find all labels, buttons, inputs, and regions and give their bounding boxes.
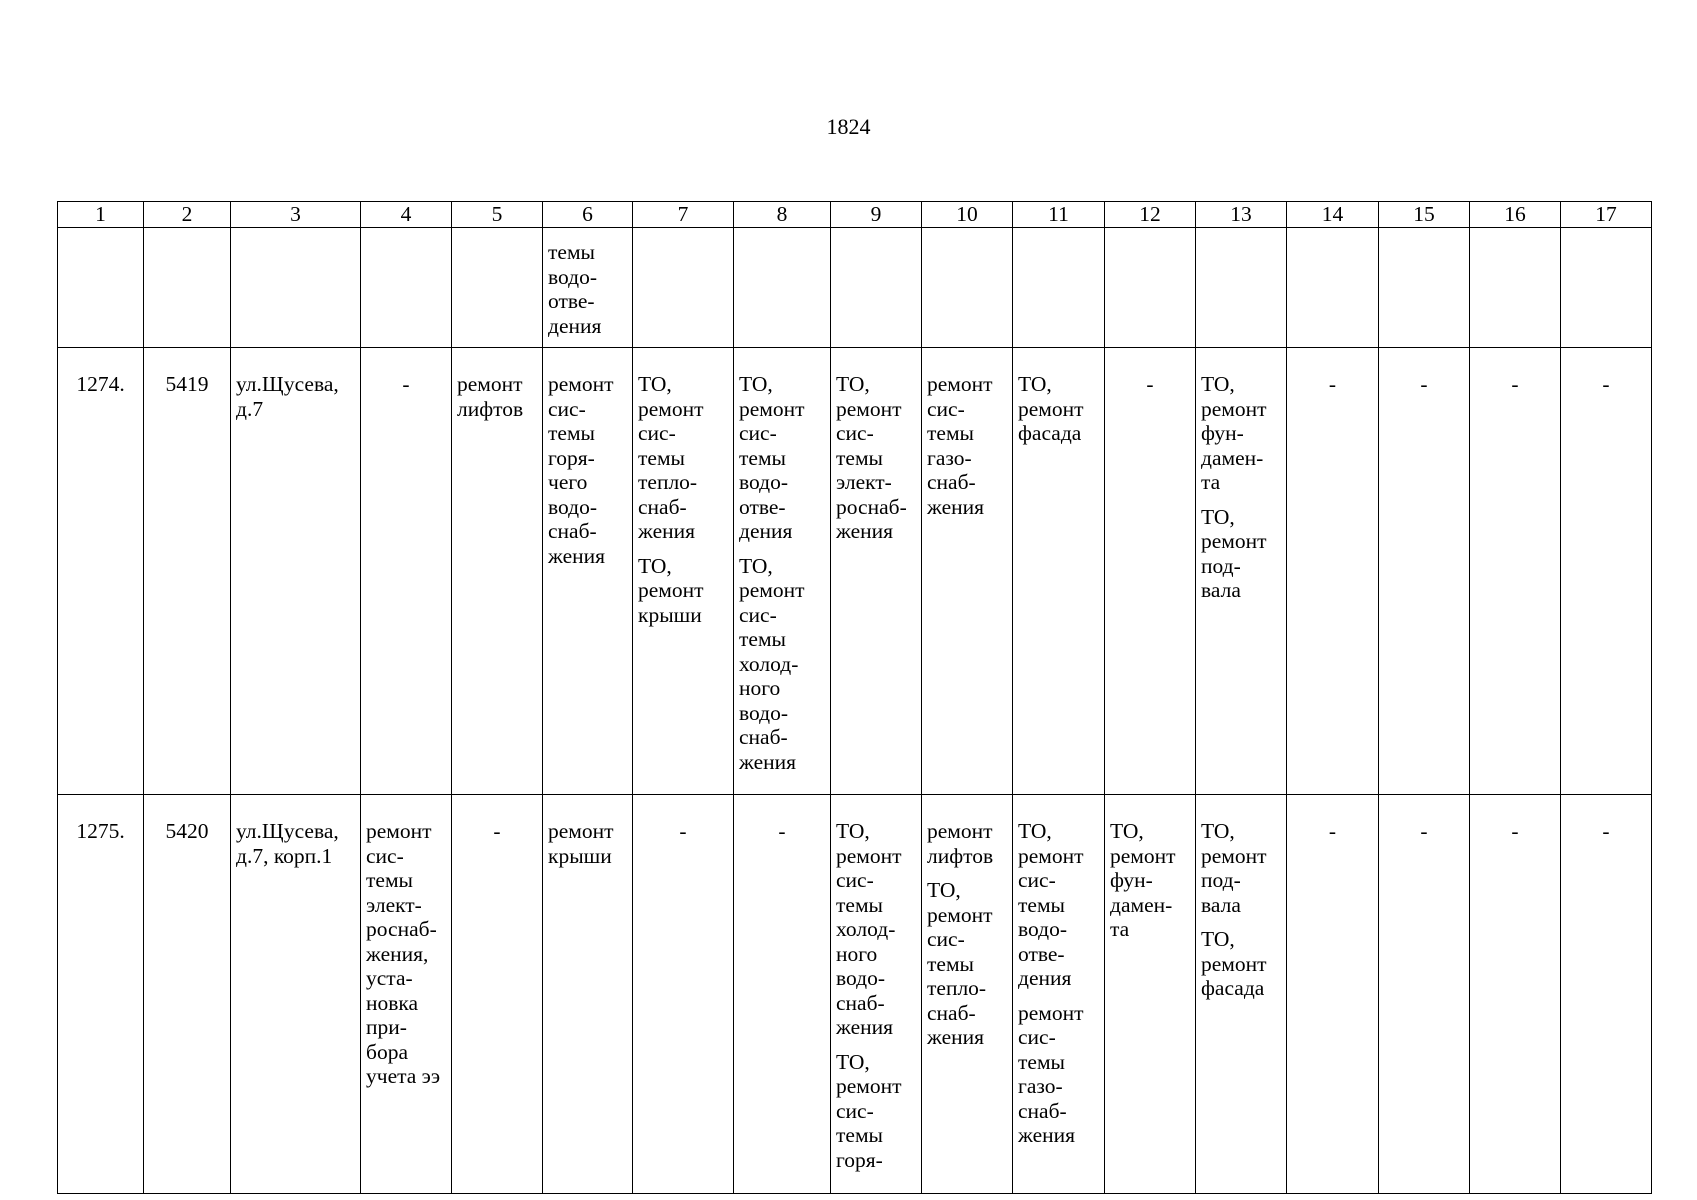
cell-text (548, 372, 627, 568)
cell-line: фасада (1018, 421, 1082, 445)
cell-line: ТО, (927, 878, 961, 902)
cell-text (548, 240, 627, 338)
cell-line: под- (1201, 553, 1241, 578)
cell-line: темы (927, 951, 974, 976)
header-cell: 14 (1287, 202, 1379, 228)
cell-line: снаб- (638, 494, 687, 519)
cell-line: ТО, (1018, 372, 1052, 396)
table-cell (734, 348, 831, 795)
table-cell (922, 348, 1013, 795)
table-cell: - (1379, 348, 1470, 795)
table-cell (1379, 228, 1470, 348)
repair-schedule-table (57, 201, 1652, 1194)
address (236, 819, 355, 868)
cell-line: под- (1201, 868, 1241, 892)
cell-line: фун- (1201, 421, 1244, 445)
cell-text (366, 819, 446, 1089)
cell-line: сис- (836, 868, 874, 892)
cell-line: отве- (739, 494, 786, 519)
table-row-1275 (58, 795, 1652, 1194)
cell-line: холод- (739, 651, 799, 676)
cell-line: снаб- (548, 519, 597, 543)
cell-line: снаб- (836, 990, 885, 1015)
cell-line: ремонт (548, 372, 614, 396)
table-cell (831, 228, 922, 348)
cell-text (1201, 505, 1281, 603)
cell-line: темы (548, 240, 595, 264)
cell-line: ремонт (1201, 529, 1267, 553)
cell-line: дамен- (1110, 892, 1173, 917)
cell-line: ремонт (548, 819, 614, 843)
cell-line: темы (1018, 892, 1065, 917)
table-cell: - (1287, 348, 1379, 795)
cell-text (739, 372, 825, 544)
cell-line: уста- (366, 966, 413, 990)
header-cell: 6 (543, 202, 633, 228)
address (236, 372, 355, 421)
cell-line: роснаб- (366, 917, 437, 941)
cell-line: лифтов (457, 396, 524, 421)
table-cell (543, 795, 633, 1194)
cell-line: ного (836, 941, 878, 966)
cell-line: водо- (836, 966, 885, 990)
cell-line: ТО, (836, 372, 870, 396)
table-cell (1013, 228, 1105, 348)
table-cell (831, 348, 922, 795)
cell-line: ремонт (739, 578, 805, 602)
table-cell (922, 795, 1013, 1194)
cell-text (1110, 819, 1190, 942)
cell-text (836, 372, 916, 544)
table-cell: - (1561, 348, 1652, 795)
cell-line: новка (366, 990, 419, 1015)
table-cell (361, 228, 452, 348)
cell-line: газо- (1018, 1074, 1063, 1098)
cell-line: ул.Щусева, (236, 819, 339, 843)
header-cell: 8 (734, 202, 831, 228)
header-cell: 13 (1196, 202, 1287, 228)
cell-line: сис- (739, 421, 777, 445)
building-code: 5419 (144, 348, 231, 795)
cell-line: жения (836, 519, 894, 543)
header-cell: 7 (633, 202, 734, 228)
cell-text (1018, 819, 1099, 991)
cell-line: ТО, (1110, 819, 1144, 843)
cell-line: фун- (1110, 868, 1153, 892)
cell-line: водо- (548, 494, 597, 519)
cell-line: ТО, (638, 372, 672, 396)
cell-text (457, 372, 537, 421)
table-cell (231, 228, 361, 348)
cell-line: сис- (548, 396, 586, 421)
table-cell: - (1287, 795, 1379, 1194)
table-cell (361, 795, 452, 1194)
building-code: 5420 (144, 795, 231, 1194)
cell-line: ТО, (1201, 372, 1235, 396)
cell-line: сис- (927, 927, 965, 951)
table-cell (1013, 348, 1105, 795)
table-cell: - (452, 795, 543, 1194)
cell-line: горя- (548, 445, 595, 470)
header-cell: 3 (231, 202, 361, 228)
address-cell (231, 348, 361, 795)
cell-text (927, 819, 1007, 868)
header-cell: 11 (1013, 202, 1105, 228)
cell-line: ТО, (739, 372, 773, 396)
cell-line: ремонт (638, 578, 704, 602)
cell-line: ремонт (927, 372, 993, 396)
cell-line: газо- (927, 445, 972, 470)
cell-line: ремонт (1201, 951, 1267, 976)
cell-line: холод- (836, 917, 896, 941)
table-cell: - (734, 795, 831, 1194)
cell-line: сис- (927, 396, 965, 421)
cell-line: темы (366, 868, 413, 892)
cell-line: жения (927, 494, 985, 519)
cell-line: элект- (366, 892, 422, 917)
cell-line: д.7, корп.1 (236, 843, 333, 868)
header-cell: 9 (831, 202, 922, 228)
cell-line: сис- (638, 421, 676, 445)
table-cell (452, 228, 543, 348)
cell-line: жения (638, 519, 696, 543)
cell-line: та (1110, 917, 1130, 941)
cell-line: ремонт (638, 396, 704, 421)
header-cell: 10 (922, 202, 1013, 228)
cell-line: отве- (548, 289, 595, 313)
cell-line: темы (927, 421, 974, 445)
header-cell: 5 (452, 202, 543, 228)
cell-line: темы (739, 445, 786, 470)
header-cell: 4 (361, 202, 452, 228)
table-row-1274 (58, 348, 1652, 795)
cell-text (638, 554, 728, 628)
table-cell (1105, 795, 1196, 1194)
cell-line: роснаб- (836, 494, 907, 519)
cell-line: вала (1201, 892, 1241, 917)
table-cell (144, 228, 231, 348)
cell-line: теплo- (927, 976, 987, 1000)
cell-line: крыши (638, 602, 702, 627)
table-cell: - (1470, 795, 1561, 1194)
cell-line: темы (836, 445, 883, 470)
cell-line: горя- (836, 1147, 883, 1172)
header-cell: 2 (144, 202, 231, 228)
cell-line: снаб- (1018, 1098, 1067, 1123)
cell-line: ТО, (1201, 819, 1235, 843)
cell-line: ТО, (1201, 504, 1235, 529)
header-cell: 15 (1379, 202, 1470, 228)
cell-line: ремонт (366, 819, 432, 843)
table-cell (543, 228, 633, 348)
cell-line: сис- (836, 421, 874, 445)
cell-text (739, 554, 825, 775)
cell-line: снаб- (739, 725, 788, 749)
cell-text (548, 819, 627, 868)
cell-line: ТО, (739, 553, 773, 578)
cell-line: ремонт (1018, 396, 1084, 421)
cell-line: ремонт (1110, 843, 1176, 868)
cell-line: жения (1018, 1123, 1076, 1147)
table-cell (1470, 228, 1561, 348)
table-cell (831, 795, 922, 1194)
header-cell: 16 (1470, 202, 1561, 228)
cell-line: ТО, (1018, 819, 1052, 843)
cell-line: ремонт (739, 396, 805, 421)
cell-line: дения (1018, 966, 1072, 990)
cell-line: ремонт (836, 1074, 902, 1098)
cell-line: дения (739, 519, 793, 543)
table-cell: - (1105, 348, 1196, 795)
cell-line: ремонт (836, 396, 902, 421)
row-number: 1275. (58, 795, 144, 1194)
cell-text (927, 372, 1007, 519)
cell-line: жения (739, 749, 797, 774)
cell-text (927, 878, 1007, 1050)
cell-line: ТО, (638, 553, 672, 578)
table-cell (1561, 228, 1652, 348)
cell-text (1201, 819, 1281, 917)
cell-line: сис- (1018, 1025, 1056, 1049)
cell-line: темы (548, 421, 595, 445)
cell-line: водо- (739, 470, 788, 494)
cell-line: снаб- (927, 470, 976, 494)
cell-text (836, 819, 916, 1040)
cell-line: темы (1018, 1049, 1065, 1074)
cell-line: темы (638, 445, 685, 470)
cell-line: дения (548, 313, 602, 338)
table-cell (1196, 348, 1287, 795)
table-cell (922, 228, 1013, 348)
cell-line: вала (1201, 578, 1241, 602)
cell-line: ного (739, 676, 781, 700)
cell-line: учета ээ (366, 1064, 441, 1088)
cell-line: ремонт (1018, 843, 1084, 868)
table-cell (633, 228, 734, 348)
address-cell (231, 795, 361, 1194)
table-cell (1196, 795, 1287, 1194)
cell-text (1201, 927, 1281, 1001)
cell-line: жения (927, 1025, 985, 1049)
continuation-row (58, 228, 1652, 348)
table-cell (1287, 228, 1379, 348)
cell-text (1018, 372, 1099, 446)
cell-line: ремонт (1201, 396, 1267, 421)
cell-line: бора (366, 1039, 408, 1064)
cell-line: жения, (366, 941, 429, 966)
table-cell (633, 348, 734, 795)
table-cell: - (1470, 348, 1561, 795)
table-cell (1196, 228, 1287, 348)
table-cell (1105, 228, 1196, 348)
cell-text (1018, 1001, 1099, 1148)
cell-line: ул.Щусева, (236, 372, 339, 396)
header-cell: 17 (1561, 202, 1652, 228)
cell-line: крыши (548, 843, 612, 868)
cell-line: водо- (548, 264, 597, 289)
cell-line: сис- (1018, 868, 1056, 892)
cell-text (836, 1050, 916, 1173)
cell-line: снаб- (927, 1000, 976, 1025)
table-cell (452, 348, 543, 795)
cell-line: та (1201, 470, 1221, 494)
cell-line: ремонт (927, 819, 993, 843)
table-cell (734, 228, 831, 348)
cell-line: при- (366, 1015, 407, 1039)
cell-line: темы (836, 1123, 883, 1147)
cell-line: дамен- (1201, 445, 1264, 470)
page-number: 1824 (826, 114, 871, 139)
cell-text (1201, 372, 1281, 495)
cell-line: ТО, (1201, 927, 1235, 951)
header-cell: 1 (58, 202, 144, 228)
table-cell: - (361, 348, 452, 795)
cell-line: фасада (1201, 976, 1265, 1000)
cell-line: жения (836, 1015, 894, 1039)
cell-line: ТО, (836, 819, 870, 843)
cell-line: лифтов (927, 843, 994, 868)
table-cell (1013, 795, 1105, 1194)
cell-line: сис- (739, 602, 777, 627)
cell-line: сис- (366, 843, 404, 868)
row-number: 1274. (58, 348, 144, 795)
cell-line: ремонт (927, 902, 993, 927)
cell-line: водо- (739, 700, 788, 725)
cell-line: ремонт (457, 372, 523, 396)
table-cell (543, 348, 633, 795)
table-cell: - (1379, 795, 1470, 1194)
cell-line: водо- (1018, 917, 1067, 941)
table-cell: - (1561, 795, 1652, 1194)
cell-line: отве- (1018, 941, 1065, 966)
cell-line: ТО, (836, 1049, 870, 1074)
cell-line: жения (548, 543, 606, 568)
cell-line: ремонт (1201, 843, 1267, 868)
cell-line: темы (739, 627, 786, 651)
cell-line: чего (548, 470, 588, 494)
table-cell: - (633, 795, 734, 1194)
table-cell (58, 228, 144, 348)
cell-line: сис- (836, 1098, 874, 1123)
header-row (58, 202, 1652, 228)
cell-line: темы (836, 892, 883, 917)
header-cell: 12 (1105, 202, 1196, 228)
cell-line: ремонт (1018, 1000, 1084, 1025)
cell-line: элект- (836, 470, 892, 494)
cell-line: ремонт (836, 843, 902, 868)
cell-text (638, 372, 728, 544)
cell-line: д.7 (236, 396, 264, 421)
cell-line: теплo- (638, 470, 698, 494)
